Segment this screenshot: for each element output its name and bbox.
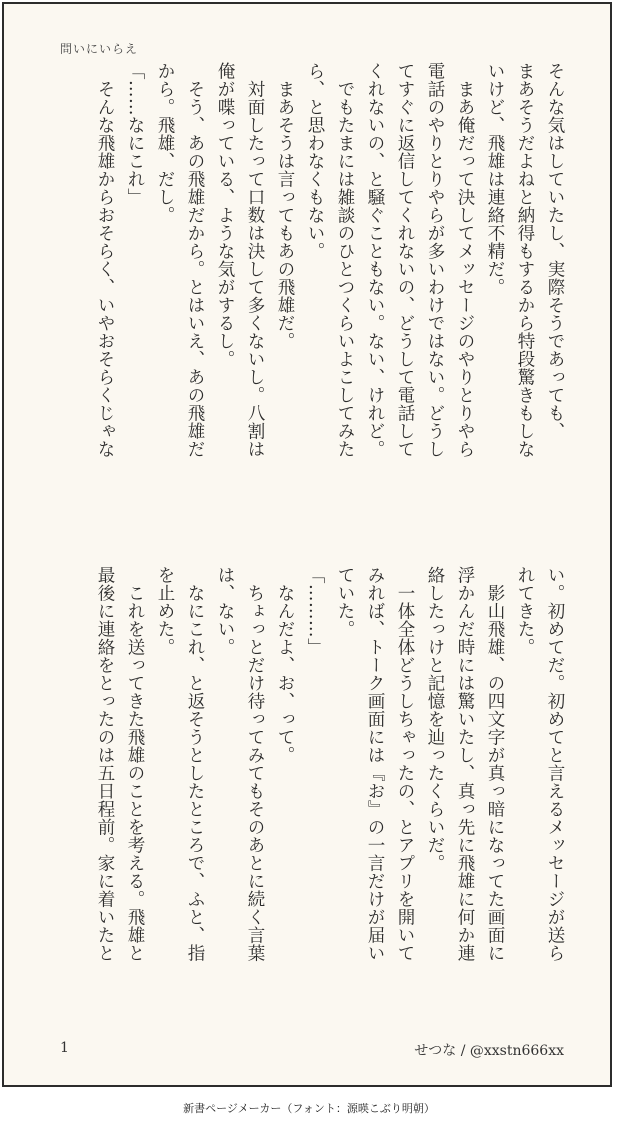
text-line: 最後に連絡をとったのは五日程前。家に着いたと: [95, 566, 115, 962]
text-line: 対面したって口数は決して多くないし。八割は: [245, 62, 265, 458]
text-line: 電話のやりとりやらが多いわけではない。どうし: [425, 62, 445, 458]
author-credit: せつな / @xxstn666xx: [414, 1043, 564, 1059]
text-line: そんな飛雄からおそらく、いやおそらくじゃな: [95, 62, 115, 458]
text-line: なにこれ、と返そうとしたところで、ふと、指: [185, 566, 205, 962]
text-line: 絡したっけと記憶を辿ったくらいだ。: [425, 566, 445, 872]
generator-caption: 新書ページメーカー（フォント：源暎こぶり明朝）: [183, 1102, 435, 1115]
text-line: そう、あの飛雄だから。とはいえ、あの飛雄だ: [185, 62, 205, 458]
book-title: 問いにいらえ: [60, 42, 139, 56]
text-line: まあそうだよねと納得もするから特段驚きもしな: [515, 62, 535, 458]
text-line: から。飛雄、だし。: [155, 62, 175, 224]
text-line: ちょっとだけ待ってみてもそのあとに続く言葉: [245, 566, 265, 962]
text-line: 「……なにこれ」: [125, 62, 145, 206]
text-line: みれば、トーク画面には『お』の一言だけが届い: [365, 566, 385, 962]
page-number: 1: [60, 1040, 69, 1056]
text-line: くれないの、と騒ぐこともない。ない、けれど。: [365, 62, 385, 458]
text-line: い。初めてだ。初めてと言えるメッセージが送ら: [545, 566, 565, 962]
text-line: 影山飛雄、の四文字が真っ暗になってた画面に: [485, 566, 505, 962]
text-line: そんな気はしていたし、実際そうであっても、: [545, 62, 565, 440]
text-line: これを送ってきた飛雄のことを考える。飛雄と: [125, 566, 145, 962]
text-line: なんだよ、お、って。: [275, 566, 295, 764]
book-page: [2, 2, 612, 1087]
text-line: いけど、飛雄は連絡不精だ。: [485, 62, 505, 296]
text-line: でもたまには雑談のひとつくらいよこしてみた: [335, 62, 355, 458]
text-line: 一体全体どうしちゃったの、とアプリを開いて: [395, 566, 415, 962]
text-line: は、ない。: [215, 566, 235, 656]
body-text-upper: [50, 62, 570, 522]
text-line: れてきた。: [515, 566, 535, 656]
text-line: まあそうは言ってもあの飛雄だ。: [275, 62, 295, 350]
text-line: まあ俺だって決してメッセージのやりとりやら: [455, 62, 475, 458]
text-line: 「………」: [305, 566, 325, 656]
text-line: ていた。: [335, 566, 355, 638]
text-line: を止めた。: [155, 566, 175, 656]
body-text-lower: [50, 566, 570, 986]
text-line: てすぐに返信してくれないの、どうして電話して: [395, 62, 415, 458]
text-line: 浮かんだ時には驚いたし、真っ先に飛雄に何か連: [455, 566, 475, 962]
text-line: 俺が喋っている、ような気がするし。: [215, 62, 235, 368]
text-line: ら、と思わなくもない。: [305, 62, 325, 260]
